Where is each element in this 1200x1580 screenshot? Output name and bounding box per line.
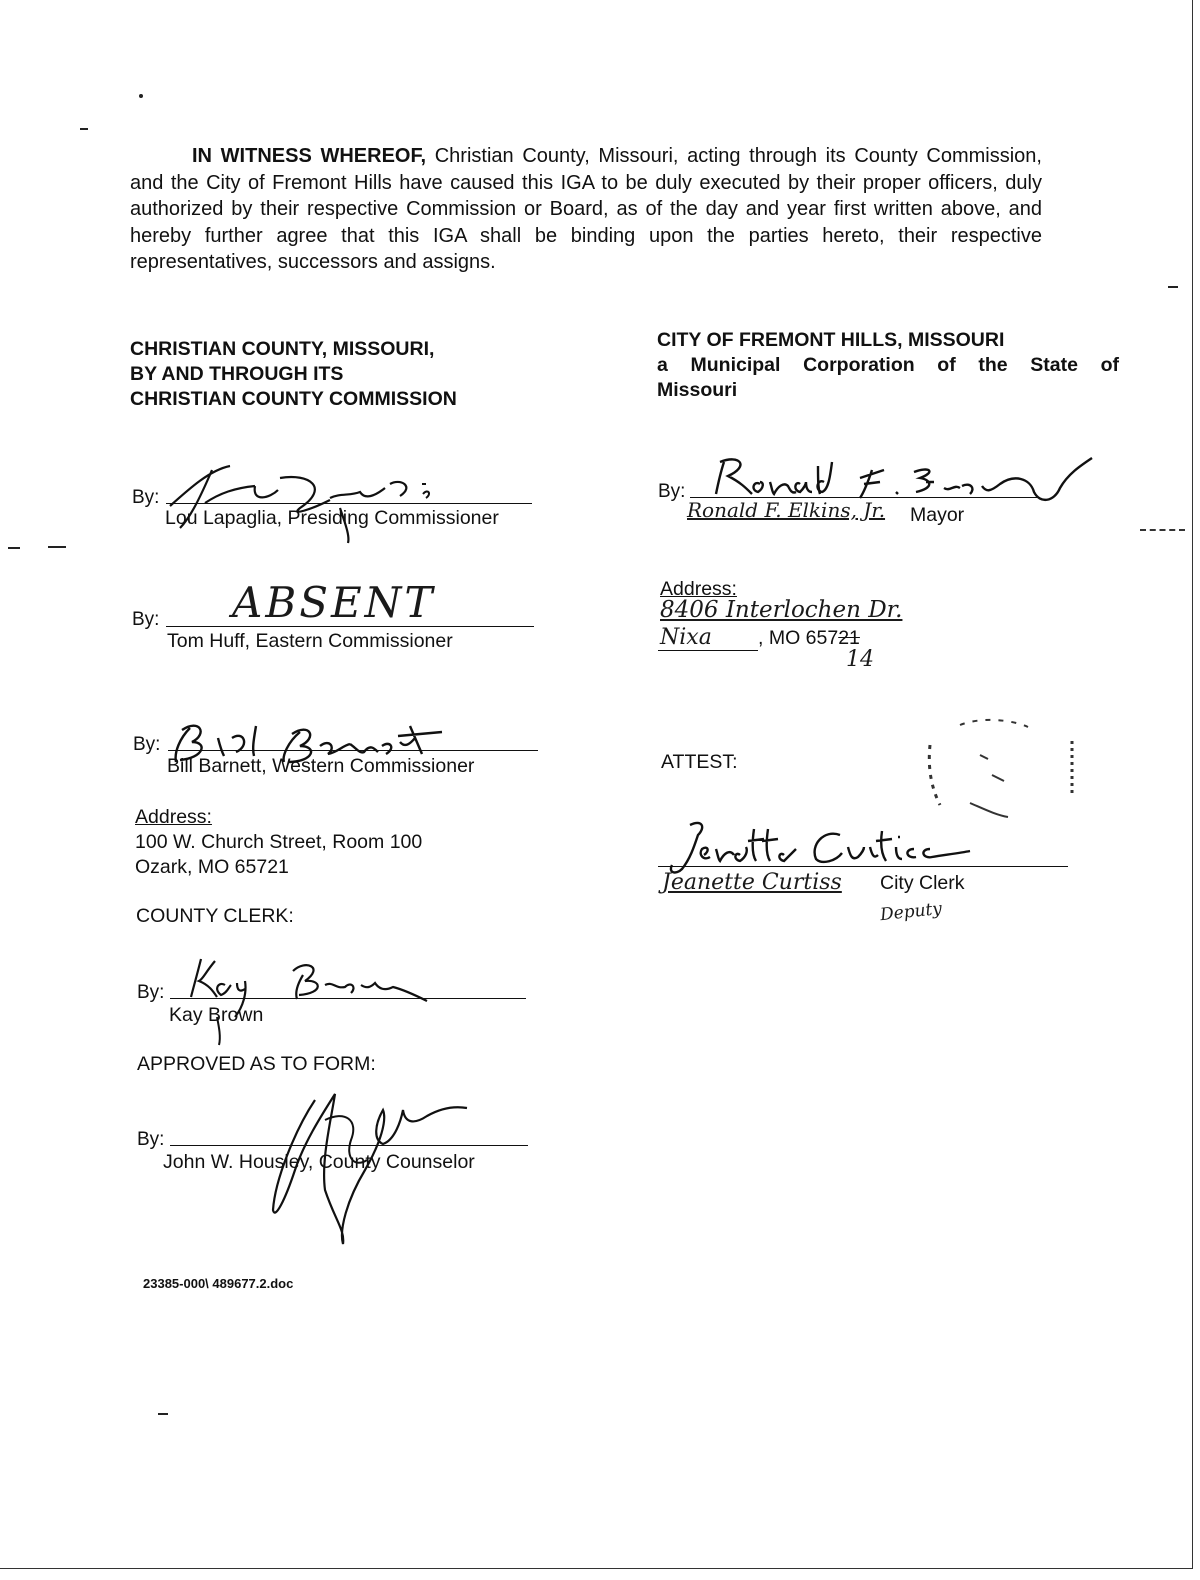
city-address-state [758, 626, 860, 651]
city-heading [657, 328, 1119, 403]
signer-3-by: By: [133, 734, 161, 755]
scan-mark [139, 94, 143, 98]
city-clerk-title: City Clerk [880, 872, 965, 894]
signer-1-printed-name: Lou Lapaglia, Presiding Commissioner [165, 507, 499, 529]
county-heading [130, 337, 457, 412]
witness-body: Christian County, Missouri, acting through its County Commission, and the City of Fremont Hills have caused this IGA to be duly executed by their proper officers, duly authorized by their respective Commission or Board, as of the day and year first written above, and hereby further agree that this IGA shall be binding upon the parties hereto, their respective representatives, successors and assigns. [130, 145, 1042, 273]
city-heading-line: a Municipal Corporation of the State of [657, 354, 1119, 376]
county-heading-line: CHRISTIAN COUNTY COMMISSION [130, 388, 457, 410]
approved-as-to-form-label: APPROVED AS TO FORM: [137, 1053, 376, 1075]
mayor-by: By: [658, 481, 686, 502]
scan-mark [158, 1413, 168, 1415]
scan-mark [1140, 529, 1185, 533]
city-address-state-text: , MO 657 [758, 627, 839, 649]
county-heading-line: CHRISTIAN COUNTY, MISSOURI, [130, 338, 435, 360]
attest-label: ATTEST: [661, 751, 738, 773]
signer-2-printed-name: Tom Huff, Eastern Commissioner [167, 630, 453, 652]
city-address-zip-correction: 14 [846, 647, 874, 672]
counsel-by: By: [137, 1129, 165, 1150]
scan-mark [8, 547, 20, 549]
file-reference: 23385-000\ 489677.2.doc [143, 1276, 294, 1291]
city-heading-line: CITY OF FREMONT HILLS, MISSOURI [657, 329, 1005, 351]
county-address-line: 100 W. Church Street, Room 100 [135, 831, 423, 853]
witness-paragraph [130, 143, 1042, 276]
city-address-city-line [658, 650, 758, 651]
city-address-zip-struck: 21 [838, 627, 860, 649]
city-clerk-deputy-note: Deputy [879, 898, 943, 926]
counsel-printed-name: John W. Housley, County Counselor [163, 1151, 475, 1173]
city-address-label: Address: [660, 578, 737, 600]
clerk-signature-line [658, 866, 1068, 867]
scan-mark [1168, 286, 1178, 288]
signer-1-by: By: [132, 487, 160, 508]
county-heading-line: BY AND THROUGH ITS [130, 363, 344, 385]
scan-mark [48, 546, 66, 548]
county-address-line: Ozark, MO 65721 [135, 856, 289, 878]
signer-3-printed-name: Bill Barnett, Western Commissioner [167, 755, 475, 777]
county-address-label: Address: [135, 806, 212, 828]
clerk-by: By: [137, 982, 165, 1003]
city-address-street: 8406 Interlochen Dr. [660, 597, 903, 623]
clerk-printed-name: Kay Brown [169, 1004, 264, 1026]
witness-lead: IN WITNESS WHEREOF, [192, 145, 427, 167]
city-clerk-handwritten-name: Jeanette Curtiss [662, 870, 842, 895]
city-heading-line: Missouri [657, 379, 738, 401]
scan-mark [80, 128, 88, 130]
signer-2-handwritten-absent: ABSENT [232, 578, 436, 627]
county-clerk-label: COUNTY CLERK: [136, 905, 294, 927]
signer-2-by: By: [132, 609, 160, 630]
mayor-handwritten-name: Ronald F. Elkins, Jr. [687, 498, 886, 522]
signature-lapaglia [160, 448, 460, 548]
county-address [135, 805, 422, 880]
mayor-title: Mayor [910, 504, 965, 526]
city-address-city: Nixa [660, 625, 712, 650]
